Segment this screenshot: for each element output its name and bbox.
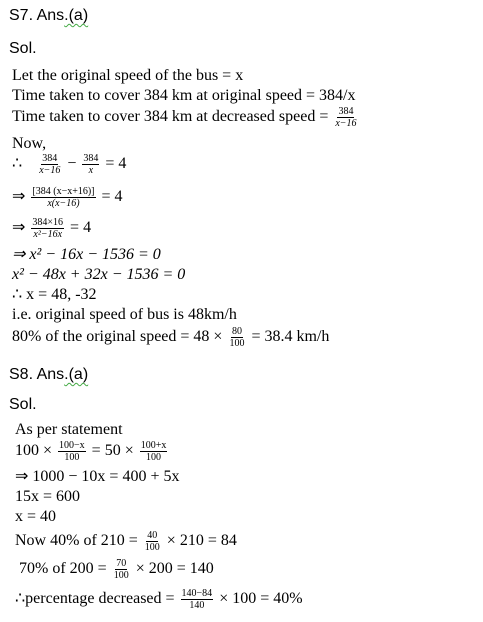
s7-line-4: Now,	[12, 135, 47, 152]
line-result: × 100 = 40%	[219, 590, 303, 608]
fraction-numerator: 384	[338, 106, 354, 117]
fraction-numerator: 384	[42, 153, 58, 164]
line-text: Now 40% of 210 =	[15, 532, 138, 550]
s7-header-answer: .(a)	[64, 7, 89, 24]
s8-line-6	[15, 530, 237, 553]
fraction-2	[140, 440, 168, 463]
minus-sign: −	[67, 155, 77, 173]
s8-header	[9, 366, 88, 384]
implies-symbol: ⇒	[12, 188, 26, 206]
line-result: × 210 = 84	[166, 532, 237, 550]
s7-line-7	[12, 217, 91, 240]
s7-line-5	[12, 153, 126, 176]
s7-header-label: S7. Ans	[9, 7, 65, 24]
s7-line-3-text: Time taken to cover 384 km at decreased speed =	[12, 108, 329, 126]
fraction-numerator: 40	[147, 530, 158, 541]
equals-value: = 4	[105, 155, 127, 173]
fraction-1	[58, 440, 86, 463]
s8-line-3: ⇒ 1000 − 10x = 400 + 5x	[15, 468, 180, 485]
line-text: 80% of the original speed = 48 ×	[12, 328, 223, 346]
fraction-numerator: 384×16	[32, 217, 64, 228]
line-text: = 50 ×	[91, 442, 134, 460]
fraction-numerator: 70	[116, 558, 127, 569]
fraction-1	[38, 153, 61, 176]
s8-header-answer: .(a)	[64, 366, 89, 383]
fraction-denominator: 100	[113, 570, 129, 581]
s7-line-12	[12, 326, 329, 349]
s7-header	[9, 7, 88, 25]
fraction-numerator: 140−84	[181, 588, 213, 599]
line-result: = 38.4 km/h	[251, 328, 330, 346]
s7-line-1: Let the original speed of the bus = x	[12, 67, 244, 84]
s7-line-2: Time taken to cover 384 km at original speed = 384/x	[12, 87, 356, 104]
s7-line-10: ∴ x = 48, -32	[12, 286, 97, 303]
fraction-numerator: 384	[83, 153, 99, 164]
s8-line-4: 15x = 600	[15, 488, 81, 505]
fraction-denominator: x(x−16)	[47, 198, 80, 209]
fraction	[144, 530, 161, 553]
s8-line-7	[19, 558, 214, 581]
fraction	[113, 558, 130, 581]
s8-line-2	[15, 440, 169, 463]
fraction-denominator: x−16	[335, 118, 357, 129]
fraction-denominator: x−16	[39, 165, 61, 176]
s7-line-3-fraction	[334, 106, 357, 129]
fraction-denominator: x²−16x	[33, 229, 63, 240]
equals-value: = 4	[70, 219, 92, 237]
s7-line-6	[12, 186, 123, 209]
s8-sol-label: Sol.	[9, 396, 37, 413]
s7-sol-label: Sol.	[9, 40, 37, 57]
fraction-numerator: 100−x	[59, 440, 85, 451]
s8-line-8	[15, 588, 303, 611]
fraction-denominator: x	[88, 165, 94, 176]
line-text: 100 ×	[15, 442, 53, 460]
fraction	[228, 326, 245, 349]
therefore-symbol: ∴	[12, 155, 23, 173]
s8-line-1: As per statement	[15, 421, 123, 438]
fraction-denominator: 100	[146, 452, 162, 463]
fraction-denominator: 100	[144, 542, 160, 553]
equals-value: = 4	[101, 188, 123, 206]
s7-line-8: ⇒ x² − 16x − 1536 = 0	[12, 246, 161, 263]
s8-header-label: S8. Ans	[9, 366, 65, 383]
fraction	[31, 186, 95, 209]
line-text: 70% of 200 =	[19, 560, 107, 578]
fraction	[181, 588, 214, 611]
fraction	[31, 217, 64, 240]
fraction-denominator: 100	[229, 338, 245, 349]
line-text: ∴percentage decreased =	[15, 590, 175, 608]
fraction-numerator: [384 (x−x+16)]	[32, 186, 95, 197]
fraction-denominator: 140	[189, 600, 205, 611]
fraction-numerator: 80	[231, 326, 242, 337]
fraction-numerator: 100+x	[140, 440, 167, 451]
s7-line-3	[12, 106, 360, 129]
s8-line-5: x = 40	[15, 508, 57, 525]
fraction-denominator: 100	[64, 452, 80, 463]
implies-symbol: ⇒	[12, 219, 26, 237]
fraction-2	[82, 153, 99, 176]
s7-line-9: x² − 48x + 32x − 1536 = 0	[12, 266, 186, 283]
s7-line-11: i.e. original speed of bus is 48km/h	[12, 306, 237, 323]
line-result: × 200 = 140	[135, 560, 214, 578]
